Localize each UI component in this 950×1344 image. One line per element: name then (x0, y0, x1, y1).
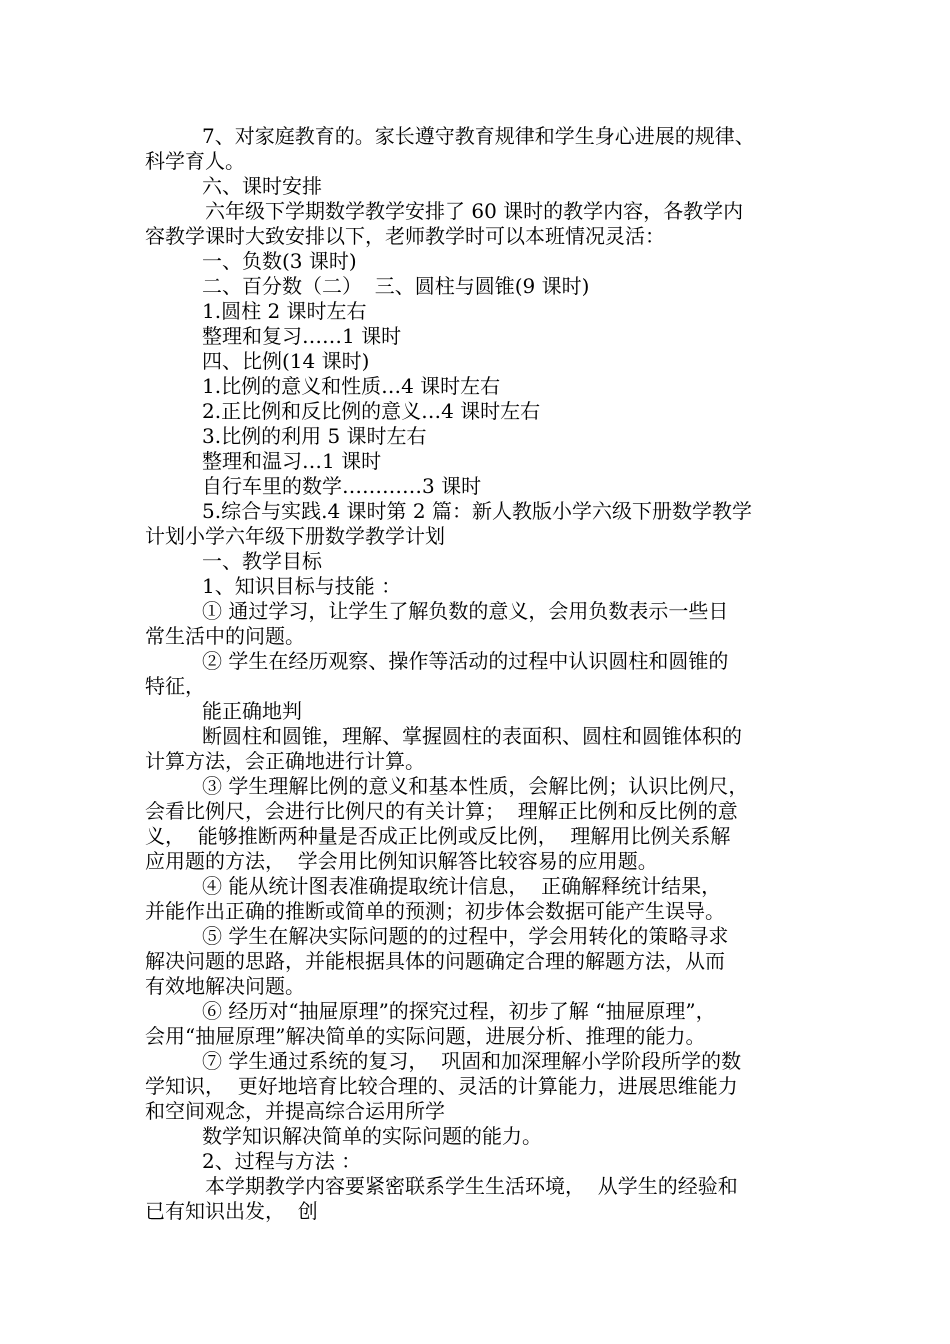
text-line: 计划小学六年级下册数学教学计划 (145, 524, 445, 548)
text-line: 和空间观念，并提高综合运用所学 (145, 1099, 445, 1123)
text-line: 3.比例的利用 5 课时左右 (202, 424, 427, 448)
text-line: ⑥ 经历对“抽屉原理”的探究过程，初步了解 “抽屉原理”， (202, 999, 716, 1023)
text-line: 容教学课时大致安排以下，老师教学时可以本班情况灵活： (145, 224, 665, 248)
text-line: 计算方法，会正确地进行计算。 (145, 749, 425, 773)
text-line: 数学知识解决简单的实际问题的能力。 (202, 1124, 542, 1148)
text-line: 二、百分数（二） 三、圆柱与圆锥(9 课时) (202, 274, 590, 298)
text-line: 本学期教学内容要紧密联系学生生活环境， 从学生的经验和 (205, 1174, 738, 1198)
text-line: 整理和温习…1 课时 (202, 449, 382, 473)
text-line: 能正确地判 (202, 699, 302, 723)
section-heading: 六、课时安排 (202, 174, 322, 198)
text-line: 应用题的方法， 学会用比例知识解答比较容易的应用题。 (145, 849, 658, 873)
text-line: 特征， (145, 674, 205, 698)
text-line: ⑦ 学生通过系统的复习， 巩固和加深理解小学阶段所学的数 (202, 1049, 742, 1073)
text-line: ③ 学生理解比例的意义和基本性质，会解比例；认识比例尺， (202, 774, 749, 798)
text-line: 并能作出正确的推断或简单的预测；初步体会数据可能产生误导。 (145, 899, 725, 923)
text-line: 一、负数(3 课时) (202, 249, 357, 273)
text-line: 断圆柱和圆锥，理解、掌握圆柱的表面积、圆柱和圆锥体积的 (202, 724, 742, 748)
text-line: 自行车里的数学…………3 课时 (202, 474, 482, 498)
text-line: 2、过程与方法 ： (202, 1149, 362, 1173)
text-line: ① 通过学习，让学生了解负数的意义，会用负数表示一些日 (202, 599, 729, 623)
text-line: 会用“抽屉原理”解决简单的实际问题，进展分析、推理的能力。 (145, 1024, 706, 1048)
text-line: 有效地解决问题。 (145, 974, 305, 998)
text-line: ② 学生在经历观察、操作等活动的过程中认识圆柱和圆锥的 (202, 649, 729, 673)
text-line: 学知识， 更好地培育比较合理的、灵活的计算能力，进展思维能力 (145, 1074, 738, 1098)
text-line: 1、知识目标与技能 ： (202, 574, 402, 598)
text-line: 会看比例尺，会进行比例尺的有关计算； 理解正比例和反比例的意 (145, 799, 738, 823)
text-line: 整理和复习……1 课时 (202, 324, 402, 348)
text-line: 1.比例的意义和性质…4 课时左右 (202, 374, 501, 398)
text-line: ④ 能从统计图表准确提取统计信息， 正确解释统计结果， (202, 874, 722, 898)
text-line: ⑤ 学生在解决实际问题的的过程中，学会用转化的策略寻求 (202, 924, 729, 948)
text-line: 7、对家庭教育的。家长遵守教育规律和学生身心进展的规律、 (202, 124, 755, 148)
text-line: 5.综合与实践.4 课时第 2 篇：新人教版小学六级下册数学教学 (202, 499, 752, 523)
text-line: 科学育人。 (145, 149, 245, 173)
text-line: 六年级下学期数学教学安排了 60 课时的教学内容，各教学内 (205, 199, 744, 223)
text-line: 1.圆柱 2 课时左右 (202, 299, 367, 323)
text-line: 解决问题的思路，并能根据具体的问题确定合理的解题方法，从而 (145, 949, 725, 973)
text-line: 义， 能够推断两种量是否成正比例或反比例， 理解用比例关系解 (145, 824, 731, 848)
text-line: 四、比例(14 课时) (202, 349, 370, 373)
section-heading: 一、教学目标 (202, 549, 322, 573)
text-line: 已有知识出发， 创 (145, 1199, 318, 1223)
text-line: 常生活中的问题。 (145, 624, 305, 648)
text-line: 2.正比例和反比例的意义…4 课时左右 (202, 399, 541, 423)
